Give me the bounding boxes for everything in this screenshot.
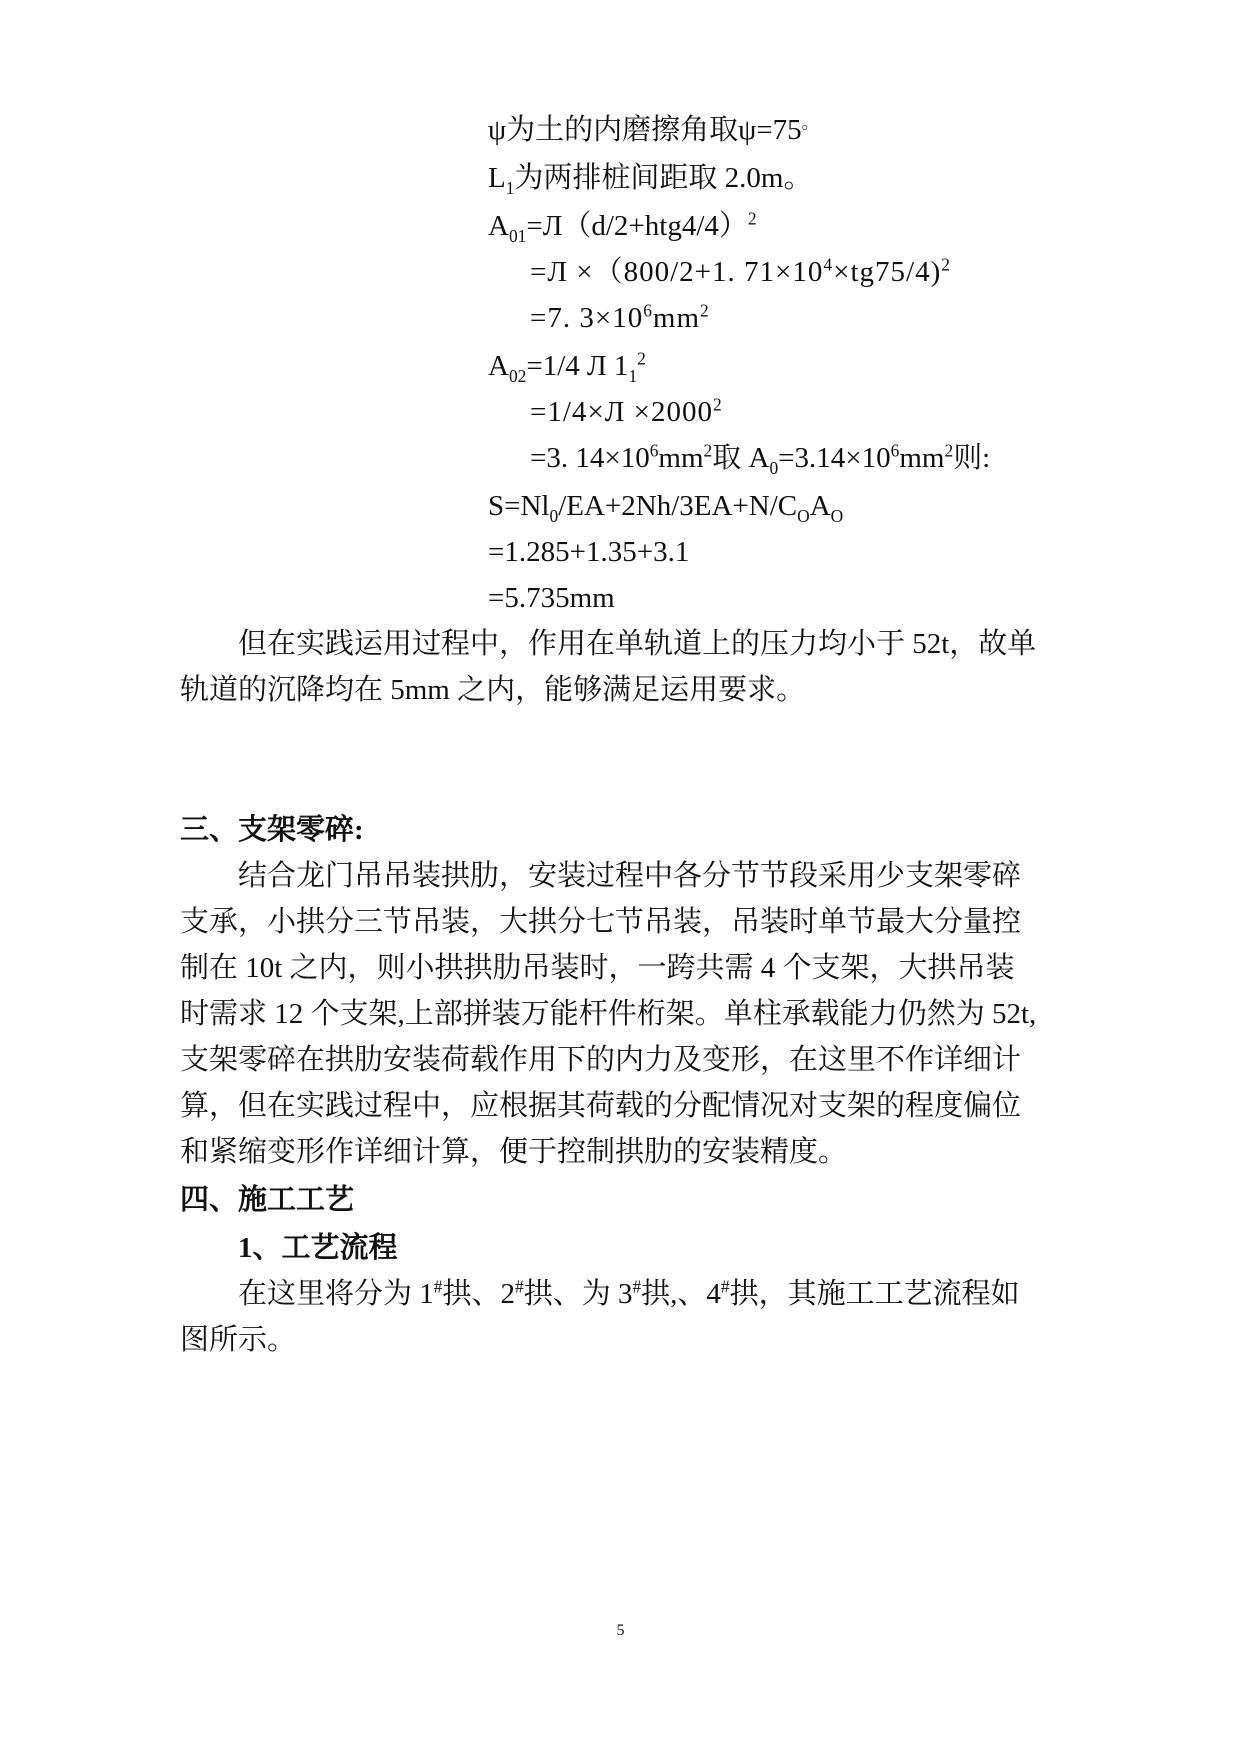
section-heading-3 [180, 812, 364, 848]
page-number: 5 [616, 1622, 625, 1639]
text-run: A [488, 210, 509, 242]
superscript: 2 [747, 208, 757, 229]
formula-line-pile-spacing [488, 160, 812, 196]
subscript: 0 [769, 457, 779, 478]
paragraph-line [180, 996, 1080, 1032]
text-run: 拱、2 [442, 1278, 515, 1310]
superscript: 4 [823, 254, 834, 275]
subscript: O [797, 505, 810, 526]
formula-line-a02-expand [530, 394, 723, 430]
superscript: 2 [713, 394, 723, 415]
superscript: 2 [941, 254, 951, 275]
superscript: 2 [637, 348, 646, 369]
superscript: 6 [643, 300, 653, 321]
text-run: =Л（d/2+htg4/4） [526, 210, 748, 242]
superscript: 2 [700, 300, 710, 321]
text-run: ψ为土的内磨擦角取ψ=75 [488, 114, 802, 146]
text-run: =1/4×Л ×2000 [530, 396, 714, 428]
paragraph-line [180, 1322, 1080, 1358]
section-heading-4 [180, 1182, 354, 1218]
text-run: =3. 14×10 [530, 442, 650, 474]
formula-line-a01 [488, 208, 757, 244]
text-run: 支架零碎在拱肋安装荷载作用下的内力及变形，在这里不作详细计 [180, 1044, 1022, 1076]
text-run: 拱,、4 [641, 1278, 721, 1310]
superscript: 。 [801, 112, 820, 133]
paragraph-line [180, 1134, 1080, 1170]
formula-line-total [488, 580, 615, 616]
superscript: # [433, 1276, 443, 1297]
text-run: mm [658, 442, 704, 474]
text-run: 取 A [712, 442, 770, 474]
paragraph-line [180, 904, 1080, 940]
paragraph-line [180, 950, 1080, 986]
text-run: ×tg75/4) [833, 256, 942, 288]
text-run: =3.14×10 [778, 442, 891, 474]
formula-line-a02-result [530, 440, 990, 476]
superscript: 6 [890, 440, 900, 461]
paragraph-line [238, 626, 1036, 662]
text-run: =1/4 Л 1 [526, 350, 629, 382]
paragraph-line [180, 672, 1080, 708]
subscript: O [830, 505, 844, 526]
subscript: 01 [508, 225, 527, 246]
text-run: =1.285+1.35+3.1 [488, 536, 690, 568]
text-run: mm [652, 302, 701, 334]
text-run: =7. 3×10 [530, 302, 644, 334]
superscript: 2 [944, 440, 954, 461]
superscript: # [514, 1276, 524, 1297]
text-run: 算，但在实践过程中，应根据其荷载的分配情况对支架的程度偏位 [180, 1090, 1022, 1122]
subscript: 1 [505, 177, 515, 198]
superscript: # [632, 1276, 642, 1297]
text-run: S=Nl [488, 490, 550, 522]
text-run: 为两排桩间距取 2.0m。 [514, 162, 813, 194]
text-run: 在这里将分为 1 [238, 1278, 434, 1310]
text-run: 轨道的沉降均在 5mm 之内，能够满足运用要求。 [180, 674, 806, 706]
text-run: 时需求 12 个支架,上部拼装万能杆件桁架。单柱承载能力仍然为 52t, [180, 998, 1037, 1030]
text-run: 制在 10t 之内，则小拱拱肋吊装时，一跨共需 4 个支架，大拱吊装 [180, 952, 1015, 984]
text-run: =Л ×（800/2+1. 71×10 [530, 256, 824, 288]
subscript: 02 [508, 365, 527, 386]
superscript: # [720, 1276, 730, 1297]
text-run: L [488, 162, 506, 194]
formula-line-a01-result [530, 300, 710, 336]
text-run: A [809, 490, 831, 522]
text-run: 则: [953, 442, 991, 474]
text-run: 四、施工工艺 [180, 1184, 355, 1216]
text-run: 拱，其施工工艺流程如 [729, 1278, 1020, 1310]
formula-line-a01-expand [530, 254, 951, 290]
text-run: 和紧缩变形作详细计算，便于控制拱肋的安装精度。 [180, 1136, 848, 1168]
text-run: 图所示。 [180, 1324, 297, 1356]
formula-line-sum [488, 534, 689, 570]
text-run: 三、支架零碎: [180, 814, 364, 846]
text-run: =5.735mm [488, 582, 615, 614]
formula-line-a02 [488, 348, 646, 384]
subscript: 0 [549, 505, 559, 526]
text-run: 支承，小拱分三节吊装，大拱分七节吊装，吊装时单节最大分量控 [180, 906, 1022, 938]
paragraph-line [238, 858, 1021, 894]
text-run: 但在实践运用过程中，作用在单轨道上的压力均小于 52t，故单 [238, 628, 1037, 660]
formula-line-friction-angle [488, 112, 819, 148]
text-run: /EA+2Nh/3EA+N/C [558, 490, 798, 522]
formula-line-settlement [488, 488, 843, 524]
text-run: 1、工艺流程 [238, 1232, 398, 1264]
superscript: 6 [649, 440, 659, 461]
subscript: 1 [628, 365, 638, 386]
subsection-heading-4-1 [238, 1230, 398, 1266]
superscript: 2 [703, 440, 713, 461]
paragraph-line [180, 1088, 1080, 1124]
text-run: mm [899, 442, 945, 474]
text-run: 拱、为 3 [523, 1278, 633, 1310]
text-run: 结合龙门吊吊装拱肋，安装过程中各分节节段采用少支架零碎 [238, 860, 1022, 892]
paragraph-line [238, 1276, 1020, 1312]
text-run: A [488, 350, 509, 382]
paragraph-line [180, 1042, 1080, 1078]
